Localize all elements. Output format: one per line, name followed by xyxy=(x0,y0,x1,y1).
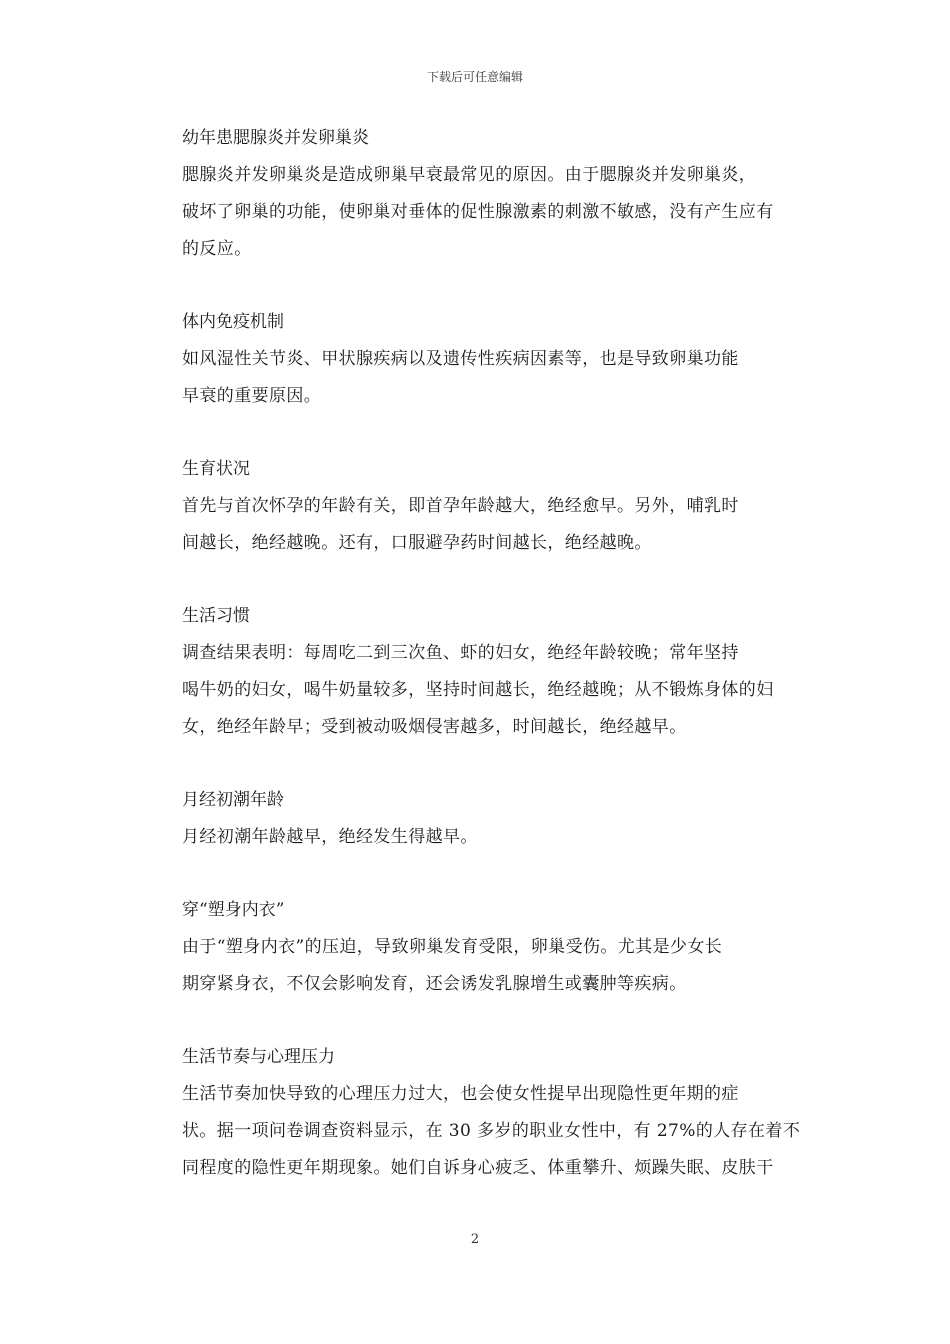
paragraph-line: 期穿紧身衣，不仅会影响发育，还会诱发乳腺增生或囊肿等疾病。 xyxy=(182,974,687,994)
section-paragraph xyxy=(145,929,810,1003)
section-menarche-age xyxy=(145,782,810,856)
section-fertility xyxy=(145,451,810,562)
section-shapewear xyxy=(145,892,810,1003)
paragraph-line: 早衰的重要原因。 xyxy=(182,386,322,406)
document-body xyxy=(145,120,810,1223)
section-paragraph xyxy=(145,1076,810,1187)
paragraph-line: 间越长，绝经越晚。还有，口服避孕药时间越长，绝经越晚。 xyxy=(182,533,652,553)
section-heading: 幼年患腮腺炎并发卵巢炎 xyxy=(182,128,369,148)
paragraph-line: 喝牛奶的妇女，喝牛奶量较多，坚持时间越长，绝经越晚；从不锻炼身体的妇 xyxy=(182,680,774,700)
paragraph-line: 调查结果表明：每周吃二到三次鱼、虾的妇女，绝经年龄较晚；常年坚持 xyxy=(182,643,739,663)
section-life-pace-stress xyxy=(145,1039,810,1187)
section-mumps-oophoritis xyxy=(145,120,810,268)
section-lifestyle-habits xyxy=(145,598,810,746)
section-heading: 生育状况 xyxy=(182,459,250,479)
paragraph-line: 腮腺炎并发卵巢炎是造成卵巢早衰最常见的原因。由于腮腺炎并发卵巢炎， xyxy=(182,165,757,185)
section-heading: 生活节奏与心理压力 xyxy=(182,1047,335,1067)
section-heading: 月经初潮年龄 xyxy=(182,790,284,810)
section-paragraph xyxy=(145,157,810,268)
section-paragraph xyxy=(145,635,810,746)
paragraph-line: 由于“塑身内衣”的压迫，导致卵巢发育受限，卵巢受伤。尤其是少女长 xyxy=(182,937,723,957)
paragraph-line: 同程度的隐性更年期现象。她们自诉身心疲乏、体重攀升、烦躁失眠、皮肤干 xyxy=(182,1158,774,1178)
page-header: 下载后可任意编辑 xyxy=(426,70,523,84)
section-heading: 穿“塑身内衣” xyxy=(182,900,285,920)
paragraph-line: 状。据一项问卷调查资料显示，在 30 多岁的职业女性中，有 27%的人存在着不 xyxy=(182,1121,801,1141)
paragraph-line: 生活节奏加快导致的心理压力过大，也会使女性提早出现隐性更年期的症 xyxy=(182,1084,739,1104)
paragraph-line: 破坏了卵巢的功能，使卵巢对垂体的促性腺激素的刺激不敏感，没有产生应有 xyxy=(182,202,774,222)
section-paragraph xyxy=(145,819,810,856)
section-heading: 生活习惯 xyxy=(182,606,250,626)
page-number: 2 xyxy=(470,1232,480,1247)
paragraph-line: 首先与首次怀孕的年龄有关，即首孕年龄越大，绝经愈早。另外，哺乳时 xyxy=(182,496,739,516)
paragraph-line: 月经初潮年龄越早，绝经发生得越早。 xyxy=(182,827,478,847)
section-heading: 体内免疫机制 xyxy=(182,312,284,332)
section-paragraph xyxy=(145,341,810,415)
section-immune-mechanism xyxy=(145,304,810,415)
section-paragraph xyxy=(145,488,810,562)
paragraph-line: 女，绝经年龄早；受到被动吸烟侵害越多，时间越长，绝经越早。 xyxy=(182,717,687,737)
paragraph-line: 如风湿性关节炎、甲状腺疾病以及遗传性疾病因素等，也是导致卵巢功能 xyxy=(182,349,739,369)
paragraph-line: 的反应。 xyxy=(182,239,252,259)
